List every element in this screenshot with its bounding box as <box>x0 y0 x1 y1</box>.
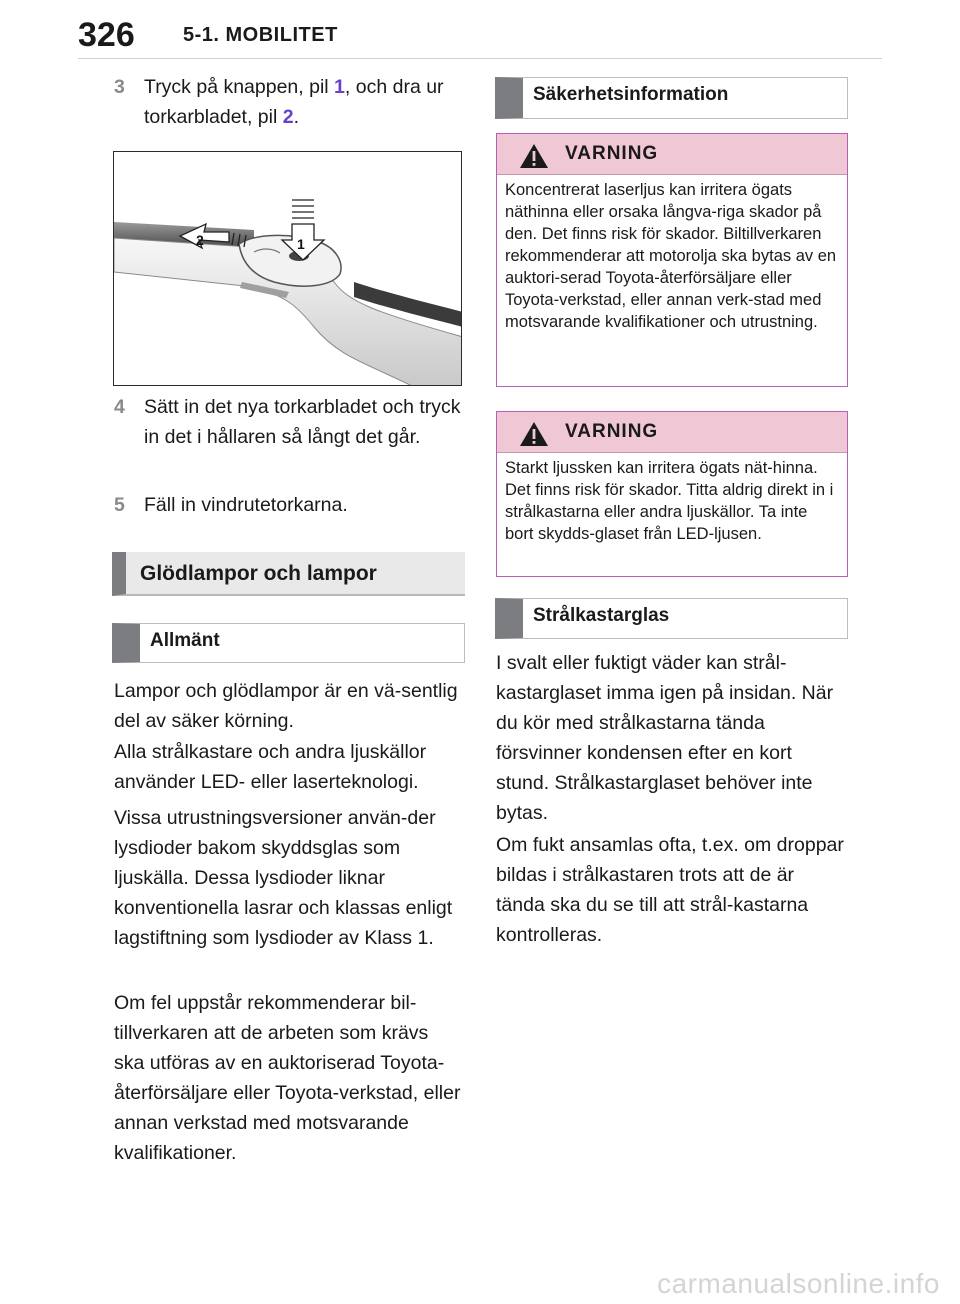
header-rule <box>78 58 882 59</box>
warning-title: VARNING <box>565 421 659 442</box>
step-number: 5 <box>114 494 125 516</box>
step-3 <box>114 72 464 132</box>
paragraph: Vissa utrustningsversioner använ-der lysdioder bakom skyddsglas som ljuskälla. Dessa lysdioder liknar konventionella lasrar och klassas enligt lagstiftning som lysdioder av Klass 1. <box>114 807 453 949</box>
step-5 <box>114 490 464 520</box>
arrow-1-label: 1 <box>297 236 305 252</box>
step-text: Tryck på knappen, pil 1, och dra ur torkarbladet, pil 2. <box>144 76 444 128</box>
marker-2: 2 <box>282 106 294 128</box>
warning-box-light <box>496 411 848 577</box>
marker-1: 1 <box>334 76 345 98</box>
wiper-blade-illustration <box>114 152 462 386</box>
section-heading-bulbs: Glödlampor och lampor <box>112 552 465 596</box>
warning-text: Starkt ljussken kan irritera ögats nät-hinna. Det finns risk för skador. Titta aldrig direkt in i strålkastarna eller andra ljuskällor. Ta inte bort skydds-glaset från LED-ljusen. <box>505 459 834 543</box>
step-text: Fäll in vindrutetorkarna. <box>144 494 348 516</box>
subheading-headlight-glass: Strålkastarglas <box>495 598 848 639</box>
warning-header <box>497 134 847 175</box>
subheading-general: Allmänt <box>112 623 465 663</box>
step-number: 4 <box>114 396 125 418</box>
warning-triangle-icon <box>519 143 549 169</box>
wiper-blade-figure <box>113 151 462 386</box>
warning-text: Koncentrerat laserljus kan irritera ögats näthinna eller orsaka långva-riga skador på den. Det finns risk för skador. Biltillverkaren rekommenderar att motorolja ska bytas av en auktori-serad Toyota-återförsäljare eller Toyota-verkstad, eller annan verk-stad med motsvarande kvalifikationer och utrustning. <box>505 181 837 331</box>
warning-header <box>497 412 847 453</box>
subheading-safety: Säkerhetsinformation <box>495 77 848 119</box>
page-number: 326 <box>78 16 135 54</box>
paragraph: I svalt eller fuktigt väder kan strål-kastarglaset imma igen på insidan. När du kör med strålkastarna tända försvinner kondensen efter en kort stund. Strålkastarglaset behöver inte bytas. <box>496 652 834 824</box>
step-number: 3 <box>114 76 125 98</box>
arrow-2-label: 2 <box>196 232 204 248</box>
step-text: Sätt in det nya torkarbladet och tryck in det i hållaren så långt det går. <box>144 396 461 448</box>
paragraph: Lampor och glödlampor är en vä-sentlig del av säker körning. <box>114 680 458 732</box>
paragraph: Om fel uppstår rekommenderar bil-tillverkaren att de arbeten som krävs ska utföras av en auktoriserad Toyota-återförsäljare eller Toyota-verkstad, eller annan verkstad med motsvarande kvalifikationer. <box>114 992 461 1164</box>
section-title: 5-1. MOBILITET <box>183 24 338 46</box>
warning-triangle-icon <box>519 421 549 447</box>
warning-title: VARNING <box>565 143 659 164</box>
watermark: carmanualsonline.info <box>657 1268 940 1299</box>
warning-box-laser <box>496 133 848 387</box>
step-4 <box>114 392 464 452</box>
paragraph: Om fukt ansamlas ofta, t.ex. om droppar bildas i strålkastaren trots att de är tända ska du se till att strål-kastarna kontrolleras. <box>496 834 844 946</box>
paragraph: Alla strålkastare och andra ljuskällor använder LED- eller laserteknologi. <box>114 741 427 793</box>
